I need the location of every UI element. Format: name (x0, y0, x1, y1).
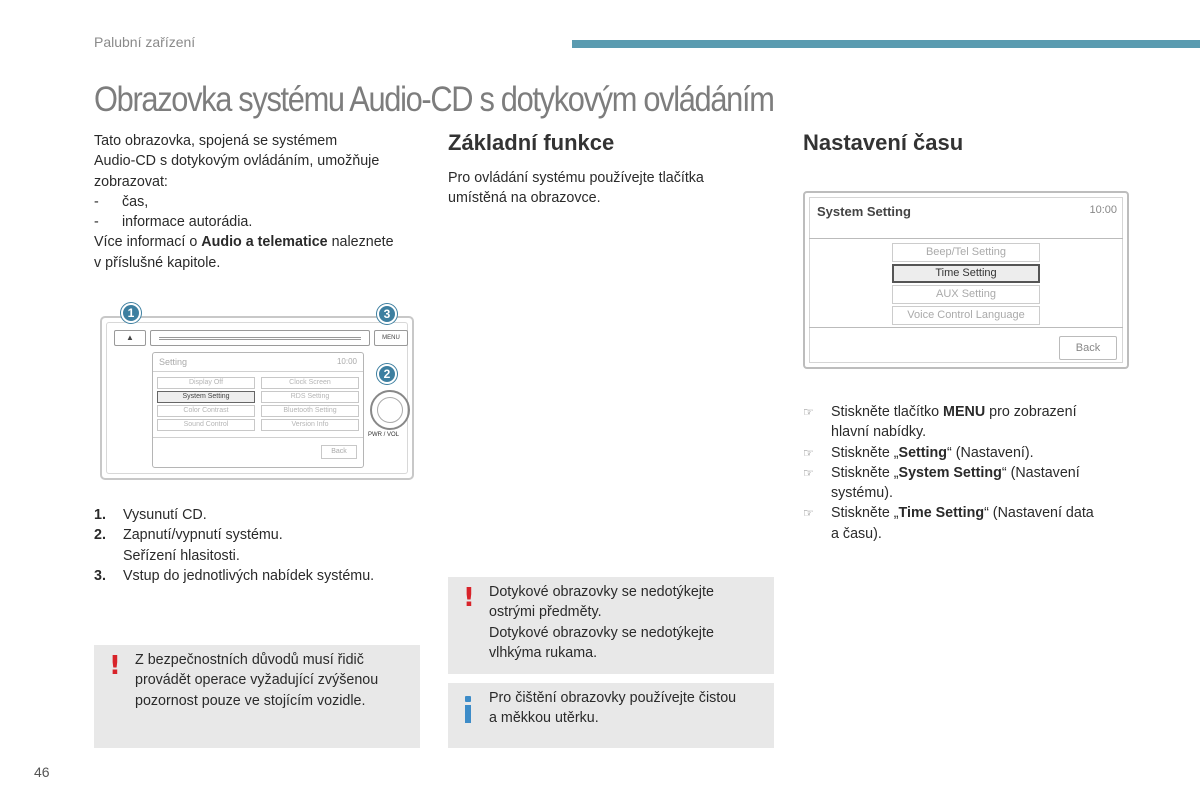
pointing-hand-icon: ☞ (803, 445, 814, 460)
step-text-bold: Time Setting (898, 505, 985, 522)
knob-label: PWR / VOL (368, 432, 400, 438)
dash-marker: - (94, 214, 99, 231)
radio-screen-back-button: Back (321, 445, 357, 459)
note-text (135, 650, 415, 711)
marker-3: 3 (377, 304, 397, 324)
radio-screen-button-selected: System Setting (157, 391, 255, 403)
step-item (803, 402, 1133, 443)
radio-screen (152, 352, 364, 468)
list-item (94, 546, 424, 566)
intro-list-item (94, 212, 424, 232)
header-accent-bar (572, 40, 1200, 48)
step-text (831, 402, 1077, 443)
basic-functions-heading: Základní funkce (448, 130, 615, 155)
note-line: vlhkýma rukama. (489, 644, 598, 661)
note-line: Pro čištění obrazovky používejte čistou (489, 690, 737, 706)
radio-screen-time: 10:00 (336, 357, 357, 366)
radio-screen-button: Color Contrast (157, 405, 255, 417)
divider (809, 327, 1123, 328)
eject-button: ▲ (114, 330, 146, 346)
step-text-part: “ (Nastavení data (984, 505, 1094, 522)
intro-list-text: čas, (122, 193, 149, 210)
note-text (489, 688, 769, 729)
radio-screen-button: Version Info (261, 419, 359, 431)
more-suffix: naleznete (327, 234, 394, 251)
step-text-bold: System Setting (898, 464, 1002, 481)
note-text (489, 582, 769, 663)
pointing-hand-icon: ☞ (803, 465, 814, 480)
time-setting-heading: Nastavení času (803, 130, 964, 155)
step-text-part: hlavní nabídky. (831, 424, 927, 441)
intro-list-text: informace autorádia. (122, 214, 253, 231)
note-line: provádět operace vyžadující zvýšenou (135, 672, 379, 689)
info-icon (465, 705, 471, 723)
dash-marker: - (94, 193, 99, 210)
page-number: 46 (34, 764, 50, 780)
menu-button: MENU (374, 330, 408, 346)
step-text-bold: MENU (943, 404, 986, 420)
step-text-part: Stiskněte „ (831, 464, 899, 481)
basic-line: Pro ovládání systému používejte tlačítka (448, 170, 704, 186)
divider (809, 238, 1123, 239)
radio-unit-illustration (100, 316, 414, 480)
pointing-hand-icon: ☞ (803, 405, 814, 419)
radio-screen-title: Setting (159, 357, 188, 367)
step-item (803, 463, 1133, 504)
step-text-part: pro zobrazení (985, 404, 1077, 420)
info-icon-dot (465, 696, 471, 702)
note-line: pozornost pouze ve stojícím vozidle. (135, 692, 366, 709)
intro-line: Tato obrazovka, spojená se systémem (94, 133, 338, 149)
more-prefix: Více informací o (94, 234, 202, 251)
system-setting-clock: 10:00 (1089, 204, 1117, 216)
radio-screen-button: Clock Screen (261, 377, 359, 389)
basic-line: umístěná na obrazovce. (448, 190, 601, 207)
radio-screen-button: Sound Control (157, 419, 255, 431)
screen-option: Voice Control Language (892, 306, 1040, 325)
intro-list-item (94, 192, 424, 212)
intro-more-info (94, 232, 424, 252)
intro-line: Audio-CD s dotykovým ovládáním, umožňuje (94, 153, 380, 170)
note-line: ostrými předměty. (489, 604, 602, 621)
list-number: 3. (94, 567, 106, 584)
warning-icon: ! (109, 651, 121, 681)
step-text-part: “ (Nastavení). (947, 444, 1034, 461)
pointing-hand-icon: ☞ (803, 506, 814, 521)
volume-knob-center (377, 397, 403, 423)
list-text: Seřízení hlasitosti. (123, 547, 240, 564)
list-item (94, 505, 424, 525)
cd-slot (150, 330, 370, 346)
step-text-part: Stiskněte „ (831, 444, 899, 461)
section-label: Palubní zařízení (94, 34, 196, 50)
step-item (803, 503, 1133, 544)
list-text: Vysunutí CD. (123, 507, 207, 523)
page-title: Obrazovka systému Audio-CD s dotykovým ovládáním (94, 80, 774, 119)
warning-icon: ! (463, 583, 475, 613)
cleaning-info-note (448, 683, 774, 748)
list-text: Vstup do jednotlivých nabídek systému. (123, 567, 375, 584)
step-text-part: a času). (831, 525, 882, 542)
radio-screen-button: Bluetooth Setting (261, 405, 359, 417)
note-line: a měkkou utěrku. (489, 710, 599, 727)
list-number: 1. (94, 507, 106, 523)
step-text-part: “ (Nastavení (1001, 464, 1080, 481)
marker-2: 2 (377, 364, 397, 384)
step-text-part: systému). (831, 485, 893, 502)
screen-back-button: Back (1059, 336, 1117, 360)
step-text-part: Stiskněte tlačítko (831, 404, 944, 420)
marker-1: 1 (121, 303, 141, 323)
basic-functions-text (448, 168, 768, 209)
step-text-part: Stiskněte „ (831, 505, 899, 522)
screen-option-selected: Time Setting (892, 264, 1040, 283)
intro-line: v příslušné kapitole. (94, 254, 221, 271)
safety-warning-note (94, 645, 420, 748)
step-text (831, 503, 1094, 544)
intro-text (94, 131, 424, 273)
time-setting-steps (803, 402, 1133, 544)
touch-warning-note (448, 577, 774, 674)
note-line: Z bezpečnostních důvodů musí řidič (135, 652, 364, 668)
list-text: Zapnutí/vypnutí systému. (123, 527, 283, 544)
divider (153, 371, 363, 372)
divider (153, 437, 363, 438)
system-setting-screen-illustration (803, 191, 1129, 369)
screen-option: AUX Setting (892, 285, 1040, 304)
radio-screen-button: Display Off (157, 377, 255, 389)
list-item (94, 566, 424, 586)
radio-screen-button: RDS Setting (261, 391, 359, 403)
cd-slot-line (159, 337, 361, 340)
numbered-list (94, 505, 424, 586)
volume-knob (370, 390, 410, 430)
list-number (94, 546, 123, 566)
note-line: Dotykové obrazovky se nedotýkejte (489, 624, 714, 641)
more-bold: Audio a telematice (201, 234, 328, 251)
list-number: 2. (94, 527, 106, 544)
step-text (831, 443, 1034, 463)
step-text-bold: Setting (898, 444, 947, 461)
intro-line: zobrazovat: (94, 173, 168, 190)
step-text (831, 463, 1080, 504)
list-item (94, 525, 424, 545)
system-setting-title: System Setting (817, 204, 911, 219)
screen-option: Beep/Tel Setting (892, 243, 1040, 262)
step-item (803, 443, 1133, 463)
note-line: Dotykové obrazovky se nedotýkejte (489, 584, 714, 600)
